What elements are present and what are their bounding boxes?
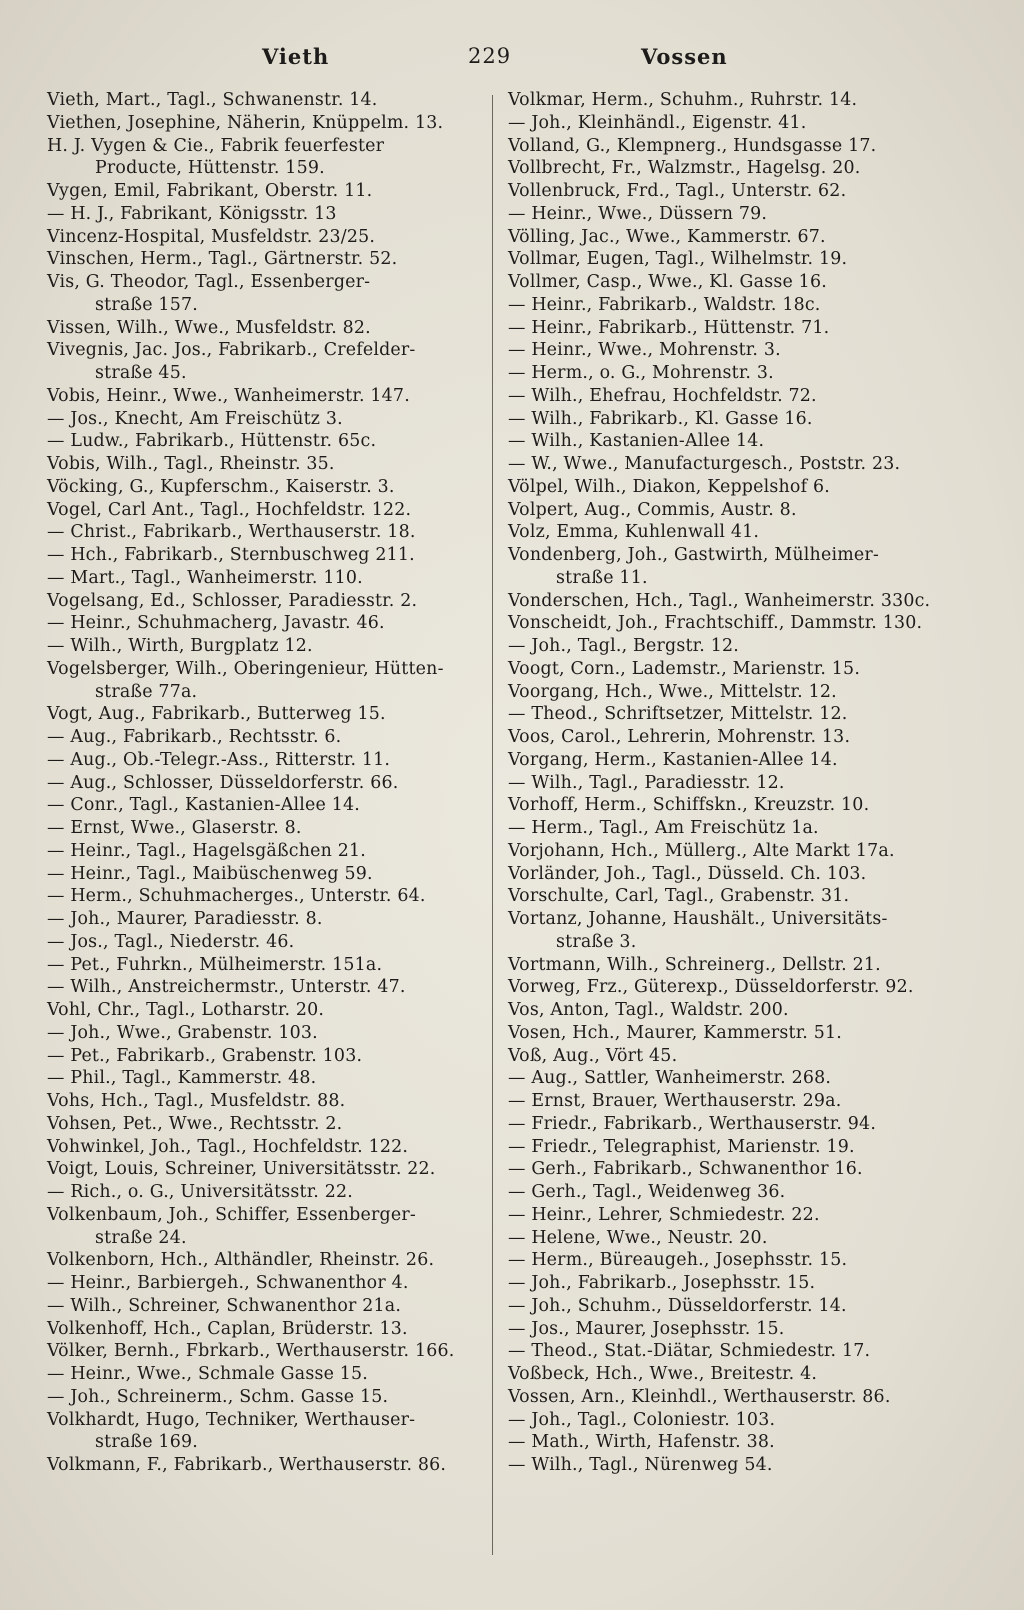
directory-entry: — Herm., Schuhmacherges., Unterstr. 64.: [47, 886, 426, 907]
directory-entry: Vygen, Emil, Fabrikant, Oberstr. 11.: [47, 181, 373, 201]
directory-entry: Vorschulte, Carl, Tagl., Grabenstr. 31.: [508, 886, 850, 907]
directory-entry: — Phil., Tagl., Kammerstr. 48.: [47, 1068, 317, 1089]
directory-entry: Volkmar, Herm., Schuhm., Ruhrstr. 14.: [508, 90, 858, 110]
directory-entry: Vorweg, Frz., Güterexp., Düsseldorferstr. 92.: [508, 977, 914, 998]
directory-entry: — Heinr., Wwe., Mohrenstr. 3.: [508, 340, 781, 361]
directory-entry: H. J. Vygen & Cie., Fabrik feuerfester: [47, 135, 385, 156]
directory-entry: — Wilh., Wirth, Burgplatz 12.: [47, 636, 313, 656]
directory-entry: straße 24.: [95, 1227, 187, 1248]
directory-entry: — Heinr., Tagl., Maibüschenweg 59.: [47, 863, 373, 884]
directory-entry: — Herm., o. G., Mohrenstr. 3.: [508, 363, 774, 383]
directory-entry: — Wilh., Tagl., Paradiesstr. 12.: [508, 772, 785, 793]
directory-entry: Völpel, Wilh., Diakon, Keppelshof 6.: [508, 476, 830, 497]
directory-entry: Voos, Carol., Lehrerin, Mohrenstr. 13.: [508, 727, 851, 747]
directory-entry: — Wilh., Schreiner, Schwanenthor 21a.: [47, 1295, 402, 1316]
directory-entry: Voß, Aug., Vört 45.: [508, 1045, 678, 1066]
directory-entry: — Friedr., Fabrikarb., Werthauserstr. 94.: [508, 1113, 877, 1134]
directory-entry: Voorgang, Hch., Wwe., Mittelstr. 12.: [508, 681, 837, 702]
directory-entry: straße 77a.: [95, 681, 198, 702]
directory-entry: — Joh., Tagl., Bergstr. 12.: [508, 636, 739, 656]
directory-entry: straße 45.: [95, 363, 187, 383]
directory-entry: Vorgang, Herm., Kastanien-Allee 14.: [508, 749, 838, 770]
directory-entry: — Wilh., Ehefrau, Hochfeldstr. 72.: [508, 385, 817, 406]
directory-entry: Vohs, Hch., Tagl., Musfeldstr. 88.: [47, 1091, 346, 1111]
directory-entry: Vivegnis, Jac. Jos., Fabrikarb., Crefelder-: [47, 340, 416, 361]
directory-entry: Volpert, Aug., Commis, Austr. 8.: [508, 499, 797, 520]
directory-entry: — Heinr., Tagl., Hagelsgäßchen 21.: [47, 840, 366, 861]
directory-entry: Volkenborn, Hch., Althändler, Rheinstr. 26.: [47, 1250, 435, 1271]
directory-entry: — Herm., Tagl., Am Freischütz 1a.: [508, 818, 819, 838]
directory-entry: Vondenberg, Joh., Gastwirth, Mülheimer-: [508, 545, 879, 565]
directory-entry: Viethen, Josephine, Näherin, Knüppelm. 13.: [47, 112, 444, 133]
directory-entry: — Heinr., Barbiergeh., Schwanenthor 4.: [47, 1273, 409, 1293]
directory-entry: Voigt, Louis, Schreiner, Universitätsstr. 22.: [47, 1159, 436, 1180]
left-column: [47, 89, 479, 1477]
directory-entry: Vossen, Arn., Kleinhdl., Werthauserstr. 86.: [508, 1386, 891, 1407]
directory-entry: — Conr., Tagl., Kastanien-Allee 14.: [47, 795, 360, 816]
directory-entry: — Helene, Wwe., Neustr. 20.: [508, 1227, 768, 1248]
directory-entry: — Ludw., Fabrikarb., Hüttenstr. 65c.: [47, 431, 377, 452]
directory-entry: — Heinr., Wwe., Düssern 79.: [508, 203, 768, 224]
directory-entry: Volkmann, F., Fabrikarb., Werthauserstr. 86.: [47, 1455, 447, 1475]
directory-entry: Voogt, Corn., Lademstr., Marienstr. 15.: [508, 658, 861, 679]
directory-entry: — Pet., Fuhrkn., Mülheimerstr. 151a.: [47, 954, 383, 975]
directory-entry: straße 157.: [95, 294, 198, 315]
directory-entry: Vonscheidt, Joh., Frachtschiff., Dammstr. 130.: [508, 613, 923, 634]
directory-entry: — Friedr., Telegraphist, Marienstr. 19.: [508, 1136, 855, 1157]
directory-entry: Völling, Jac., Wwe., Kammerstr. 67.: [508, 226, 826, 247]
directory-entry: — Joh., Schuhm., Düsseldorferstr. 14.: [508, 1295, 847, 1316]
directory-entry: Vollenbruck, Frd., Tagl., Unterstr. 62.: [508, 181, 847, 201]
directory-entry: Vissen, Wilh., Wwe., Musfeldstr. 82.: [47, 317, 371, 338]
page-number: 229: [468, 44, 512, 68]
directory-entry: — Joh., Fabrikarb., Josephsstr. 15.: [508, 1273, 816, 1293]
directory-entry: Völker, Bernh., Fbrkarb., Werthauserstr. 166.: [47, 1341, 455, 1362]
directory-entry: straße 11.: [556, 567, 648, 588]
directory-entry: — Jos., Tagl., Niederstr. 46.: [47, 931, 295, 952]
directory-entry: Vobis, Heinr., Wwe., Wanheimerstr. 147.: [47, 385, 410, 406]
directory-entry: — Aug., Fabrikarb., Rechtsstr. 6.: [47, 727, 342, 747]
directory-entry: Vis, G. Theodor, Tagl., Essenberger-: [47, 272, 371, 292]
directory-entry: — Hch., Fabrikarb., Sternbuschweg 211.: [47, 545, 415, 565]
directory-entry: Producte, Hüttenstr. 159.: [95, 158, 325, 179]
directory-entry: — Heinr., Schuhmacherg, Javastr. 46.: [47, 613, 385, 634]
directory-entry: Vinschen, Herm., Tagl., Gärtnerstr. 52.: [47, 249, 398, 270]
directory-entry: Vogelsberger, Wilh., Oberingenieur, Hütten-: [47, 658, 444, 679]
directory-entry: — Gerh., Tagl., Weidenweg 36.: [508, 1182, 786, 1202]
directory-entry: — Mart., Tagl., Wanheimerstr. 110.: [47, 567, 363, 588]
directory-entry: — Gerh., Fabrikarb., Schwanenthor 16.: [508, 1159, 863, 1180]
directory-entry: Vohsen, Pet., Wwe., Rechtsstr. 2.: [47, 1113, 343, 1134]
directory-entry: Vortmann, Wilh., Schreinerg., Dellstr. 21.: [508, 954, 881, 975]
directory-entry: Vohwinkel, Joh., Tagl., Hochfeldstr. 122.: [47, 1136, 409, 1157]
directory-entry: — Jos., Maurer, Josephsstr. 15.: [508, 1318, 785, 1339]
right-column: [508, 89, 968, 1477]
directory-entry: — Math., Wirth, Hafenstr. 38.: [508, 1432, 775, 1453]
directory-entry: Vollmar, Eugen, Tagl., Wilhelmstr. 19.: [508, 249, 848, 270]
directory-entry: — Wilh., Tagl., Nürenweg 54.: [508, 1455, 773, 1475]
directory-entry: — Aug., Ob.-Telegr.-Ass., Ritterstr. 11.: [47, 749, 391, 770]
directory-entry: Vosen, Hch., Maurer, Kammerstr. 51.: [508, 1022, 843, 1043]
directory-entry: — W., Wwe., Manufacturgesch., Poststr. 23.: [508, 454, 901, 474]
directory-entry: — Aug., Sattler, Wanheimerstr. 268.: [508, 1068, 832, 1089]
directory-entry: — Wilh., Fabrikarb., Kl. Gasse 16.: [508, 408, 813, 429]
directory-entry: — Wilh., Anstreichermstr., Unterstr. 47.: [47, 977, 406, 998]
directory-entry: Volkenbaum, Joh., Schiffer, Essenberger-: [47, 1204, 416, 1225]
directory-entry: Vöcking, G., Kupferschm., Kaiserstr. 3.: [47, 476, 395, 497]
directory-entry: — Aug., Schlosser, Düsseldorferstr. 66.: [47, 772, 399, 793]
directory-entry: Vobis, Wilh., Tagl., Rheinstr. 35.: [47, 454, 335, 474]
directory-entry: Vogel, Carl Ant., Tagl., Hochfeldstr. 122.: [47, 499, 412, 520]
directory-entry: — Joh., Kleinhändl., Eigenstr. 41.: [508, 112, 807, 133]
directory-entry: Vieth, Mart., Tagl., Schwanenstr. 14.: [47, 90, 378, 110]
directory-entry: — Jos., Knecht, Am Freischütz 3.: [47, 408, 343, 429]
directory-entry: Vohl, Chr., Tagl., Lotharstr. 20.: [47, 1000, 325, 1020]
directory-entry: — Ernst, Wwe., Glaserstr. 8.: [47, 818, 302, 838]
directory-entry: straße 3.: [556, 931, 637, 952]
directory-entry: — Rich., o. G., Universitätsstr. 22.: [47, 1182, 354, 1202]
directory-entry: Vorhoff, Herm., Schiffskn., Kreuzstr. 10.: [508, 795, 870, 816]
directory-entry: — Heinr., Fabrikarb., Hüttenstr. 71.: [508, 317, 830, 338]
directory-entry: Vogt, Aug., Fabrikarb., Butterweg 15.: [47, 704, 386, 725]
directory-entry: Vorländer, Joh., Tagl., Düsseld. Ch. 103.: [508, 863, 867, 884]
directory-entry: — Pet., Fabrikarb., Grabenstr. 103.: [47, 1045, 363, 1066]
directory-entry: Vollbrecht, Fr., Walzmstr., Hagelsg. 20.: [508, 158, 861, 179]
directory-entry: — Joh., Tagl., Coloniestr. 103.: [508, 1409, 776, 1430]
running-head-right: Vossen: [641, 44, 728, 69]
directory-entry: Vortanz, Johanne, Haushält., Universitäts-: [508, 909, 888, 929]
column-divider: [492, 95, 493, 1555]
directory-entry: — Wilh., Kastanien-Allee 14.: [508, 431, 765, 452]
directory-entry: — Theod., Stat.-Diätar, Schmiedestr. 17.: [508, 1341, 871, 1362]
directory-entry: — Heinr., Wwe., Schmale Gasse 15.: [47, 1364, 369, 1384]
directory-entry: Vorjohann, Hch., Müllerg., Alte Markt 17a.: [508, 840, 895, 861]
running-head-left: Vieth: [262, 44, 330, 69]
directory-entry: Voßbeck, Hch., Wwe., Breitestr. 4.: [508, 1364, 818, 1384]
directory-entry: Vogelsang, Ed., Schlosser, Paradiesstr. 2.: [47, 590, 418, 611]
directory-entry: Vonderschen, Hch., Tagl., Wanheimerstr. 330c.: [508, 590, 931, 611]
directory-entry: — Christ., Fabrikarb., Werthauserstr. 18.: [47, 522, 416, 543]
directory-entry: straße 169.: [95, 1432, 198, 1453]
directory-entry: — Herm., Büreaugeh., Josephsstr. 15.: [508, 1250, 848, 1271]
directory-entry: Volz, Emma, Kuhlenwall 41.: [508, 522, 760, 543]
directory-entry: — Joh., Wwe., Grabenstr. 103.: [47, 1022, 318, 1043]
directory-entry: — Theod., Schriftsetzer, Mittelstr. 12.: [508, 704, 848, 725]
directory-entry: Volland, G., Klempnerg., Hundsgasse 17.: [508, 135, 877, 156]
directory-entry: — Heinr., Fabrikarb., Waldstr. 18c.: [508, 294, 821, 315]
directory-entry: — H. J., Fabrikant, Königsstr. 13: [47, 203, 337, 224]
directory-entry: — Joh., Maurer, Paradiesstr. 8.: [47, 909, 323, 929]
directory-entry: Vollmer, Casp., Wwe., Kl. Gasse 16.: [508, 272, 827, 292]
directory-entry: — Ernst, Brauer, Werthauserstr. 29a.: [508, 1091, 842, 1111]
directory-entry: Volkhardt, Hugo, Techniker, Werthauser-: [47, 1409, 416, 1430]
directory-entry: — Heinr., Lehrer, Schmiedestr. 22.: [508, 1204, 820, 1225]
directory-entry: Volkenhoff, Hch., Caplan, Brüderstr. 13.: [47, 1318, 408, 1339]
directory-entry: — Joh., Schreinerm., Schm. Gasse 15.: [47, 1386, 389, 1407]
directory-entry: Vos, Anton, Tagl., Waldstr. 200.: [508, 1000, 789, 1020]
directory-entry: Vincenz-Hospital, Musfeldstr. 23/25.: [47, 226, 376, 247]
